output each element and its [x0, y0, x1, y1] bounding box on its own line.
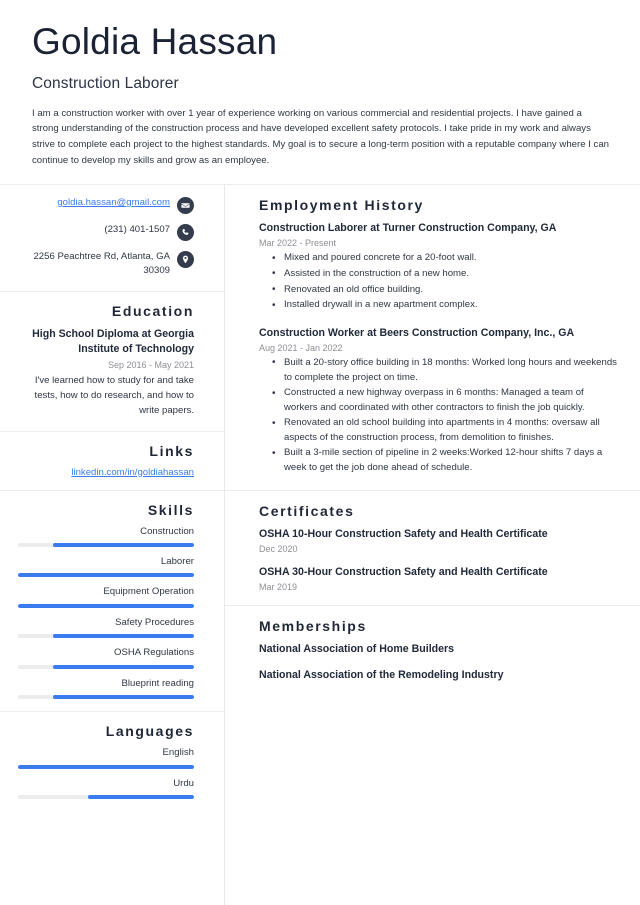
contact-row-address — [18, 250, 194, 279]
contact-row-email — [18, 196, 194, 214]
job-bullet: • Assisted in the construction of a new home. — [259, 267, 618, 282]
education-title: High School Diploma at Georgia Institute of Technology — [32, 327, 194, 355]
skill-meter — [18, 543, 194, 547]
contact-block — [0, 185, 224, 292]
job-bullet: • Constructed a new highway overpass in 6 months: Managed a team of workers and coordinated with other contractors to finish the job quickly. — [259, 386, 618, 415]
links-block — [0, 432, 224, 491]
certificate-date: Mar 2019 — [259, 582, 298, 593]
education-block — [0, 292, 224, 432]
language-meter — [18, 765, 194, 769]
memberships-block — [225, 606, 640, 695]
email-value[interactable]: goldia.hassan@gmail.com — [57, 197, 170, 209]
jobs-list — [259, 221, 618, 476]
education-description: I've learned how to study for and take tests, how to do research, and how to write papers. — [34, 374, 194, 416]
phone-icon — [177, 224, 194, 241]
skill-item — [18, 586, 194, 607]
skill-item — [18, 617, 194, 638]
sidebar-column — [0, 185, 225, 905]
job-title: Construction Worker at Beers Construction Company, Inc., GA — [259, 326, 575, 339]
skill-label: Blueprint reading — [121, 677, 194, 689]
skills-block — [0, 491, 224, 713]
job-bullet: • Built a 3-mile section of pipeline in 2 weeks:Worked 12-hour shifts 7 days a week to get the job done ahead of schedule. — [259, 446, 618, 475]
certificate-title: OSHA 30-Hour Construction Safety and Health Certificate — [259, 565, 548, 578]
skill-item — [18, 647, 194, 668]
language-label: Urdu — [173, 777, 194, 789]
resume-header — [0, 0, 640, 184]
candidate-job-title: Construction Laborer — [32, 74, 179, 92]
job-date: Aug 2021 - Jan 2022 — [259, 342, 343, 353]
certificate-date: Dec 2020 — [259, 543, 298, 554]
employment-block — [225, 185, 640, 491]
skill-meter — [18, 604, 194, 608]
certificates-heading: Certificates — [259, 502, 355, 519]
certificates-list — [259, 527, 618, 593]
education-date: Sep 2016 - May 2021 — [107, 359, 194, 370]
languages-list — [18, 747, 194, 799]
certificates-block — [225, 491, 640, 607]
skill-meter-fill — [18, 573, 194, 577]
skill-meter-fill — [53, 543, 194, 547]
language-item — [18, 778, 194, 799]
language-meter-fill — [18, 765, 194, 769]
candidate-name: Goldia Hassan — [32, 21, 278, 62]
skill-meter — [18, 665, 194, 669]
envelope-icon — [177, 197, 194, 214]
job-bullet: • Built a 20-story office building in 18 months: Worked long hours and weekends to complete the project on time. — [259, 356, 618, 385]
language-meter-fill — [88, 795, 194, 799]
job-bullet: • Mixed and poured concrete for a 20-foot wall. — [259, 251, 618, 266]
certificate-entry — [259, 565, 618, 592]
membership-item: National Association of the Remodeling Industry — [259, 668, 504, 681]
skill-label: Construction — [140, 525, 194, 537]
job-bullets — [259, 356, 618, 476]
location-pin-icon — [177, 251, 194, 268]
language-label: English — [162, 747, 194, 759]
employment-heading: Employment History — [259, 197, 424, 214]
skills-list — [18, 526, 194, 700]
skill-meter — [18, 695, 194, 699]
skill-meter-fill — [53, 634, 194, 638]
skill-label: Safety Procedures — [115, 616, 194, 628]
education-entry — [18, 327, 194, 419]
job-entry — [259, 326, 618, 476]
skill-item — [18, 678, 194, 699]
job-entry — [259, 221, 618, 313]
skill-meter-fill — [53, 695, 194, 699]
certificate-title: OSHA 10-Hour Construction Safety and Health Certificate — [259, 527, 548, 540]
skill-item — [18, 526, 194, 547]
job-bullet: • Renovated an old school building into apartments in 4 months: oversaw all aspects of the construction process, from demolition to finishes. — [259, 416, 618, 445]
skill-item — [18, 556, 194, 577]
languages-heading: Languages — [105, 723, 194, 740]
skill-label: OSHA Regulations — [114, 647, 194, 659]
job-title: Construction Laborer at Turner Construction Company, GA — [259, 222, 557, 235]
skill-meter — [18, 634, 194, 638]
memberships-heading: Memberships — [259, 618, 367, 635]
link-item-linkedin[interactable]: linkedin.com/in/goldiahassan — [71, 466, 194, 478]
professional-summary: I am a construction worker with over 1 year of experience working on various commercial and residential projects. I have gained a strong understanding of the construction process and have developed excellent safety protocols. I take pride in my work and always strive to complete each project to the highest standards. My goal is to secure a long-term position with a reputable company where I can continue to develop my skills and grow as an employee. — [32, 107, 609, 166]
links-heading: Links — [149, 442, 194, 459]
contact-row-phone — [18, 223, 194, 241]
skill-meter-fill — [18, 604, 194, 608]
memberships-list — [259, 642, 618, 682]
language-meter — [18, 795, 194, 799]
skill-label: Laborer — [160, 555, 194, 567]
job-bullet: • Renovated an old office building. — [259, 283, 618, 298]
job-bullets — [259, 251, 618, 312]
address-value: 2256 Peachtree Rd, Atlanta, GA 30309 — [33, 251, 170, 277]
resume-body — [0, 184, 640, 905]
job-bullet: • Installed drywall in a new apartment complex. — [259, 298, 618, 313]
main-column — [225, 185, 640, 905]
phone-value[interactable]: (231) 401-1507 — [104, 224, 170, 236]
skills-heading: Skills — [147, 501, 194, 518]
languages-block — [0, 712, 224, 811]
certificate-entry — [259, 527, 618, 554]
skill-label: Equipment Operation — [103, 586, 194, 598]
skill-meter — [18, 573, 194, 577]
education-heading: Education — [111, 302, 194, 319]
skill-meter-fill — [53, 665, 194, 669]
membership-item: National Association of Home Builders — [259, 643, 455, 656]
job-date: Mar 2022 - Present — [259, 238, 337, 249]
language-item — [18, 747, 194, 768]
